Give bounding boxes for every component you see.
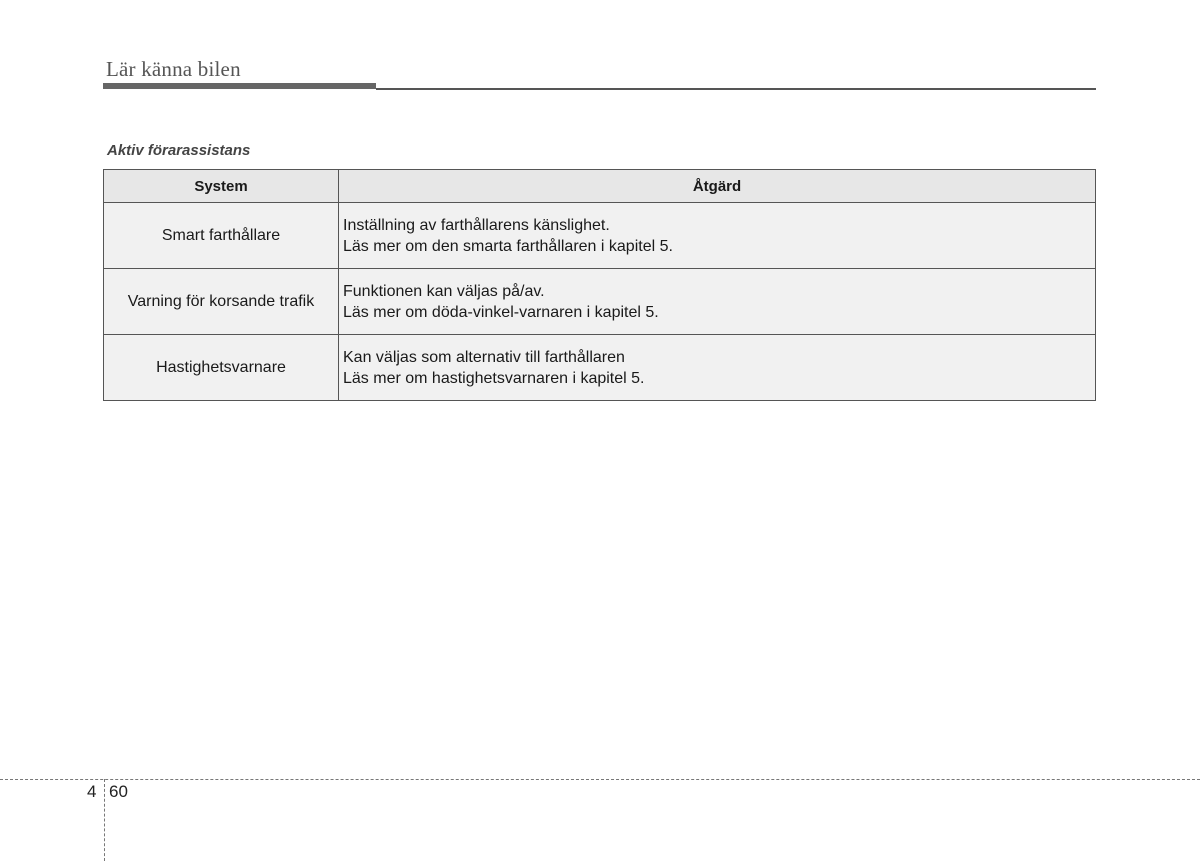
footer-dashed-rule (0, 779, 1200, 780)
assist-table (103, 169, 1096, 401)
header-rule-thin (376, 88, 1096, 90)
table-row (104, 203, 1096, 269)
system-cell: Hastighetsvarnare (104, 335, 339, 401)
chapter-title: Lär känna bilen (106, 57, 241, 81)
column-header-action: Åtgärd (339, 170, 1096, 203)
section-heading: Aktiv förarassistans (107, 142, 251, 159)
system-cell: Varning för korsande trafik (104, 269, 339, 335)
action-cell (339, 269, 1096, 335)
action-cell (339, 203, 1096, 269)
table-header-row (104, 170, 1096, 203)
table-row (104, 335, 1096, 401)
table-row (104, 269, 1096, 335)
action-line: Läs mer om döda-vinkel-varnaren i kapitel 5. (343, 303, 659, 321)
action-line: Inställning av farthållarens känslighet. (343, 216, 610, 234)
header-rule-thick (103, 83, 376, 89)
action-line: Funktionen kan väljas på/av. (343, 282, 545, 300)
footer-dashed-divider (104, 779, 105, 861)
page-chapter-number: 4 (87, 782, 97, 801)
action-cell (339, 335, 1096, 401)
action-line: Läs mer om hastighetsvarnaren i kapitel 5. (343, 369, 645, 387)
action-line: Kan väljas som alternativ till farthållaren (343, 348, 625, 366)
system-cell: Smart farthållare (104, 203, 339, 269)
page-number: 60 (109, 782, 128, 801)
column-header-system: System (104, 170, 339, 203)
action-line: Läs mer om den smarta farthållaren i kapitel 5. (343, 237, 673, 255)
